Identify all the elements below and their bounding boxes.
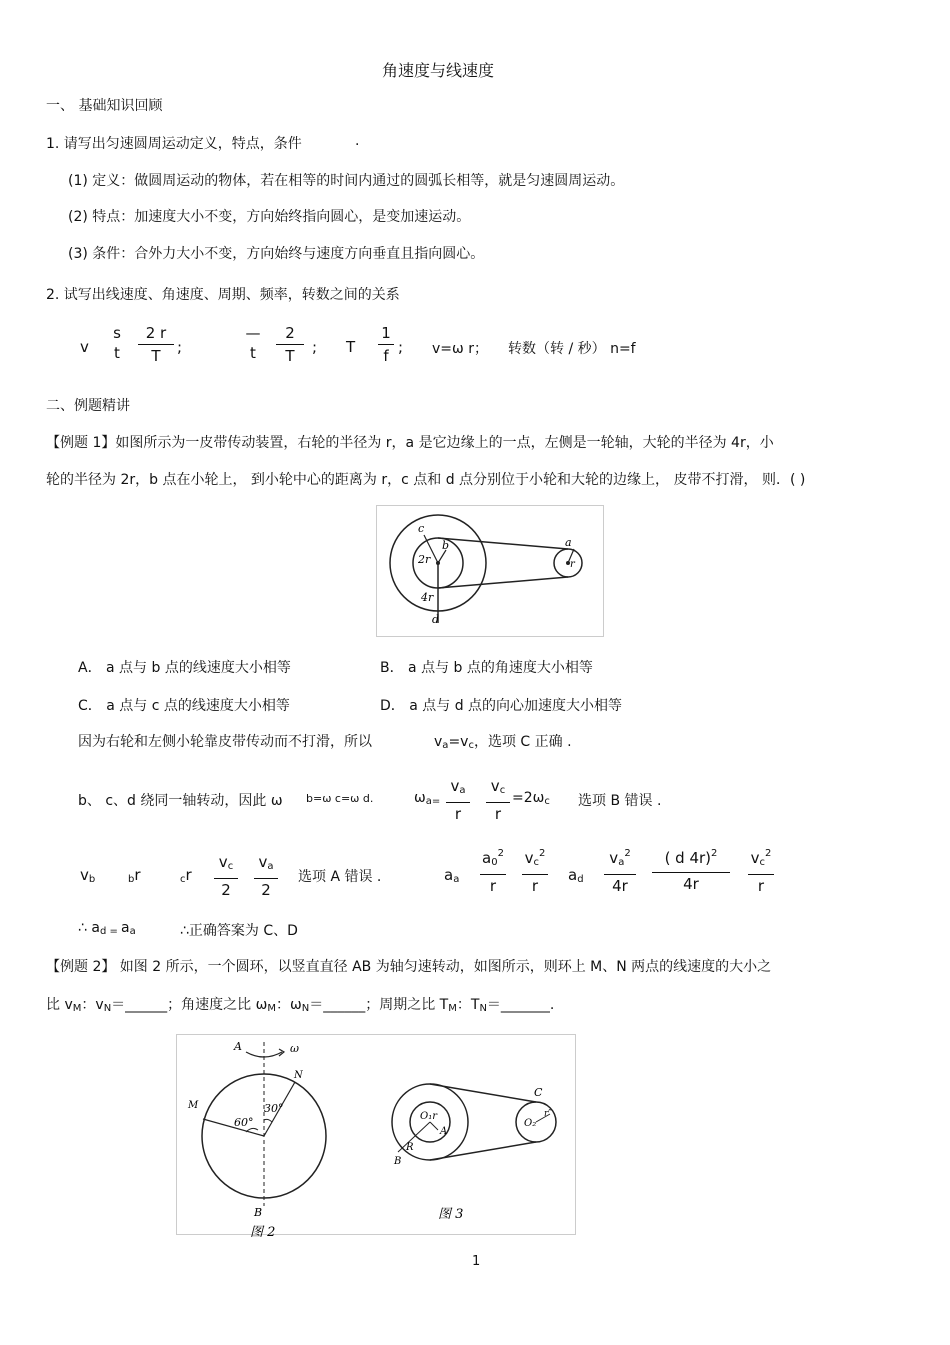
sub-c: c — [468, 740, 474, 751]
fraction-bar — [480, 874, 506, 875]
frac-denominator: t — [114, 344, 120, 362]
sub-d: d — [577, 874, 584, 885]
page-number: 1 — [472, 1254, 481, 1269]
frac-numerator — [652, 848, 730, 871]
frac-numerator: s — [113, 324, 121, 342]
sym-omega: ω — [414, 790, 426, 806]
fraction-bar — [446, 802, 470, 803]
acc-a-label — [444, 866, 459, 885]
radius-R — [398, 1122, 430, 1152]
ratio-omega-prefix: ＝______；角速度之比 ω — [111, 997, 268, 1013]
sub-a: a — [442, 740, 449, 751]
frac-omega-d-4r-sq-over-4r — [652, 848, 730, 894]
sym-v: v — [434, 734, 443, 750]
sub-N: N — [479, 1003, 487, 1014]
sup-2: 2 — [497, 848, 504, 859]
belt-bottom — [430, 1142, 536, 1160]
formula-v-omega-r: v=ω r； — [432, 341, 488, 357]
frac-numerator — [446, 776, 470, 801]
sub-a: a — [453, 874, 460, 885]
fraction-bar — [652, 872, 730, 873]
frac-numerator — [254, 852, 278, 877]
example2-line1: 【例题 2】 如图 2 所示，一个圆环，以竖直直径 AB 为轴匀速转动，如图所示，则环上 M、N 两点的线速度的大小之 — [46, 959, 772, 975]
question-2: 2. 试写出线速度、角速度、周期、频率，转数之间的关系 — [46, 287, 400, 303]
formula-1-over-f — [378, 323, 394, 366]
solution-line2-end: 选项 B 错误 . — [578, 793, 662, 809]
frac-numerator: 2 r — [145, 324, 167, 342]
label-omega: ω — [290, 1042, 299, 1055]
label-B: B — [254, 1206, 263, 1219]
ratio-colon-T: ：T — [456, 997, 480, 1013]
sym-a: a — [444, 866, 454, 884]
sym-v: v — [80, 866, 89, 884]
figure-2-3 — [176, 1034, 576, 1244]
fraction-bar — [748, 874, 774, 875]
sub-zero: 0 — [491, 857, 498, 868]
sub-M: M — [267, 1003, 276, 1014]
omega-b-r — [128, 866, 141, 885]
fraction-bar — [214, 878, 238, 879]
sub-M: M — [448, 1003, 457, 1014]
fraction-bar — [378, 344, 394, 345]
definition-text: (1) 定义：做圆周运动的物体，若在相等的时间内通过的圆弧长相等，就是匀速圆周运动。 — [68, 173, 625, 189]
frac-a0sq-over-r — [480, 848, 506, 896]
sup-2: 2 — [711, 848, 718, 859]
left-center — [436, 561, 440, 565]
sub-a: a — [267, 861, 274, 872]
label-O2: O₂ — [524, 1118, 537, 1129]
question-1-dot: . — [355, 133, 360, 149]
sub-N: N — [103, 1003, 112, 1014]
radius-r — [430, 1122, 438, 1130]
formula-2pir-over-T — [138, 323, 174, 366]
frac-vasq-over-4r — [604, 848, 636, 896]
sym-v: v — [750, 849, 760, 867]
conclusion-ad-aa — [78, 920, 136, 937]
sub-a: a — [459, 785, 466, 796]
frac-denominator: T — [285, 347, 295, 365]
fraction-bar — [522, 874, 548, 875]
fraction-bar — [138, 344, 174, 345]
fraction-bar — [276, 344, 304, 345]
frac-denominator: 4r — [683, 875, 699, 893]
frac-denominator: t — [250, 344, 256, 362]
frac-vc-over-r — [486, 776, 510, 824]
belt-drive-figure — [376, 505, 604, 637]
sym-a: a — [482, 849, 492, 867]
label-r2: r″ — [544, 1109, 552, 1119]
belt-top — [430, 1084, 536, 1102]
sub-c: c — [544, 796, 550, 807]
frac-numerator — [486, 776, 510, 801]
ratio-T-prefix: ＝______；周期之比 T — [309, 997, 449, 1013]
solution-2omega-c — [512, 790, 550, 807]
sup-2: 2 — [624, 848, 631, 859]
frac-numerator — [480, 848, 506, 873]
omega-c-r — [180, 866, 192, 885]
sym-v: v — [218, 853, 228, 871]
frac-denominator: r — [757, 877, 765, 895]
formula-2pi-over-T — [276, 323, 304, 366]
label-O1r: O₁r — [420, 1111, 437, 1122]
formula-theta-over-t — [244, 323, 262, 363]
solution-omega-equal: b=ω c=ω d. — [306, 792, 374, 805]
sym-r: r — [185, 866, 192, 884]
option-b: B． a 点与 b 点的角速度大小相等 — [380, 660, 593, 676]
page-title: 角速度与线速度 — [382, 61, 495, 80]
sub-d-eq: d = — [99, 926, 122, 937]
ratio-end: ＝_______. — [486, 997, 555, 1013]
formula-s-over-t — [108, 323, 126, 363]
acc-d-label — [568, 866, 584, 885]
label-N: N — [294, 1070, 303, 1081]
label-a: a — [565, 536, 572, 549]
sub-c: c — [499, 785, 506, 796]
sub-M: M — [72, 1003, 82, 1014]
sym-v: v — [524, 849, 534, 867]
frac-numerator: 1 — [381, 324, 391, 342]
section1-heading: 一、 基础知识回顾 — [46, 98, 163, 114]
sub-a: a — [618, 857, 625, 868]
frac-numerator — [214, 852, 238, 877]
frac-denominator: 4r — [612, 877, 628, 895]
frac-denominator: r — [531, 877, 539, 895]
solution-line1-end: ，选项 C 正确 . — [473, 734, 572, 750]
therefore-a: ∴ a — [78, 920, 100, 936]
fraction-bar — [254, 878, 278, 879]
sub-c: c — [227, 861, 234, 872]
option-d: D． a 点与 d 点的向心加速度大小相等 — [380, 698, 623, 714]
label-c: c — [418, 522, 425, 535]
omega-a-label — [414, 790, 440, 807]
sup-2: 2 — [539, 848, 546, 859]
conclusion-answer: ∴正确答案为 C、D — [180, 923, 298, 939]
label-30deg: 30° — [264, 1102, 284, 1115]
example2-line2 — [46, 994, 554, 1014]
frac-numerator — [522, 848, 548, 873]
sym-v: v — [609, 849, 619, 867]
option-a: A． a 点与 b 点的线速度大小相等 — [78, 660, 291, 676]
frac-denominator: r — [489, 877, 497, 895]
frac-denominator: T — [151, 347, 161, 365]
question-1: 1. 请写出匀速圆周运动定义，特点，条件 — [46, 136, 302, 152]
sub-b: b — [88, 874, 96, 885]
section2-heading: 二、例题精讲 — [46, 398, 130, 414]
example1-line1: 【例题 1】如图所示为一皮带传动装置，右轮的半径为 r，a 是它边缘上的一点，左侧是一轮轴，大轮的半径为 4r，小 — [46, 435, 774, 451]
label-b: b — [442, 539, 450, 552]
ratio-colon-v: ：v — [81, 997, 104, 1013]
label-B: B — [394, 1156, 402, 1167]
frac-vc-over-2 — [214, 852, 238, 900]
fraction-bar — [486, 802, 510, 803]
solution-va-vc — [434, 731, 572, 751]
formula-revolutions: 转数（转 / 秒） n=f — [508, 341, 636, 357]
sym-v: v — [450, 777, 460, 795]
ratio-v-prefix: 比 v — [46, 997, 73, 1013]
label-r: r — [570, 559, 575, 570]
ratio-colon-omega: ：ω — [276, 997, 302, 1013]
sym-v: v — [258, 853, 268, 871]
frac-numerator — [604, 848, 636, 873]
figure-frame — [377, 506, 604, 637]
frac-denominator: r — [494, 805, 502, 823]
frac-numerator: — — [245, 324, 261, 342]
sub-N: N — [301, 1003, 310, 1014]
sub-c: c — [533, 857, 539, 868]
sub-a: a — [129, 926, 136, 937]
sym-a: a — [568, 866, 578, 884]
sub-c: c — [759, 857, 765, 868]
label-M: M — [188, 1100, 199, 1111]
option-c: C． a 点与 c 点的线速度大小相等 — [78, 698, 290, 714]
formula-semicolon: ; — [398, 338, 404, 356]
formula-semicolon: ; — [312, 338, 318, 356]
condition-text: (3) 条件：合外力大小不变，方向始终与速度方向垂直且指向圆心。 — [68, 246, 485, 262]
frac-denominator: r — [454, 805, 462, 823]
frac-numerator: 2 — [285, 324, 295, 342]
figure-2-caption: 图 2 — [250, 1225, 276, 1240]
formula-semicolon: ; — [177, 338, 183, 356]
sym-eq-v: =v — [448, 734, 469, 750]
label-A: A — [440, 1126, 448, 1137]
frac-denominator: f — [383, 347, 389, 365]
frac-vcsq-over-r — [522, 848, 548, 896]
sym-eq-2omega: =2ω — [512, 790, 545, 806]
figure-3-caption: 图 3 — [438, 1207, 464, 1222]
frac-denominator: 2 — [261, 881, 271, 899]
figure-frame — [177, 1035, 576, 1235]
label-4r: 4r — [421, 591, 434, 604]
sym-a: a — [121, 920, 130, 936]
formula-T: T — [346, 338, 356, 356]
vb-label — [80, 866, 95, 885]
label-R: R — [406, 1142, 414, 1153]
label-A: A — [234, 1040, 242, 1053]
example1-line2: 轮的半径为 2r，b 点在小轮上， 到小轮中心的距离为 r，c 点和 d 点分别位于小轮和大轮的边缘上， 皮带不打滑， 则．( ) — [46, 472, 806, 488]
fraction-bar — [604, 874, 636, 875]
sym-v: v — [490, 777, 500, 795]
frac-va-over-r — [446, 776, 470, 824]
sup-2: 2 — [765, 848, 772, 859]
frac-va-over-2 — [254, 852, 278, 900]
angle-30-arc — [264, 1119, 272, 1122]
formula-v: v — [80, 338, 89, 356]
label-C: C — [534, 1086, 543, 1099]
paren-expression: ( d 4r) — [664, 849, 712, 867]
sym-r: r — [134, 866, 141, 884]
sub-b: b — [128, 874, 135, 885]
frac-vcsq-over-r-2 — [748, 848, 774, 896]
frac-numerator — [748, 848, 774, 873]
label-60deg: 60° — [234, 1116, 254, 1129]
feature-text: (2) 特点：加速度大小不变，方向始终指向圆心，是变加速运动。 — [68, 209, 471, 225]
frac-denominator: 2 — [221, 881, 231, 899]
solution-line2: b、 c、d 绕同一轴转动，因此 ω — [78, 793, 283, 809]
solution-line1: 因为右轮和左侧小轮靠皮带传动而不打滑，所以 — [78, 734, 372, 750]
label-d: d — [432, 613, 440, 626]
label-2r: 2r — [418, 553, 431, 566]
solution-line3-end: 选项 A 错误 . — [298, 869, 382, 885]
sub-a-eq: a= — [425, 796, 441, 807]
sub-c: c — [180, 874, 186, 885]
